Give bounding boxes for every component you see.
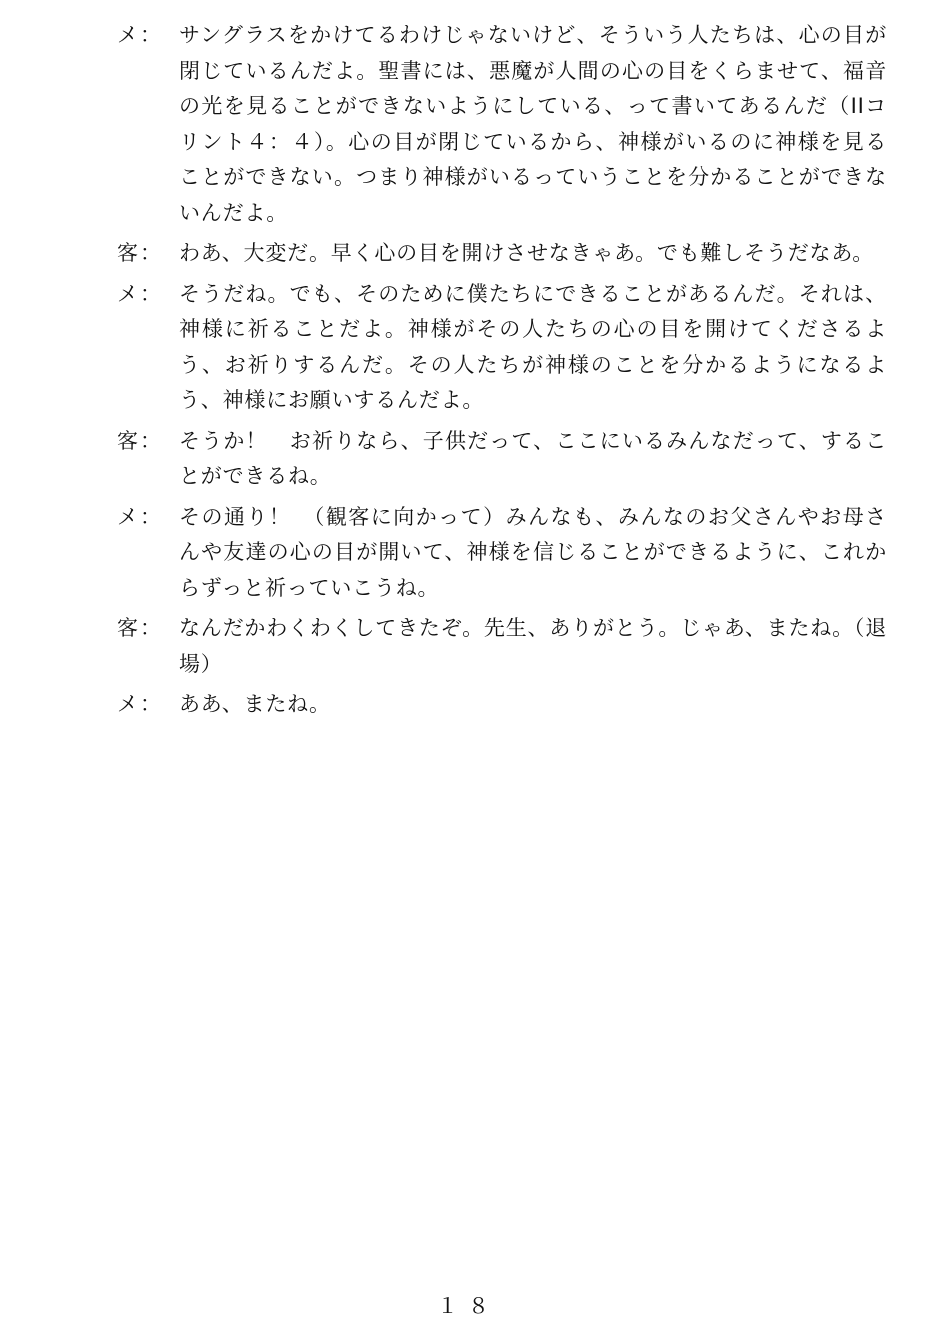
speech-text: サングラスをかけてるわけじゃないけど、そういう人たちは、心の目が閉じているんだよ。聖書には、悪魔が人間の心の目をくらませて、福音の光を見ることができないようにしている、って書いてあるんだ（IIコリント４：４）。心の目が閉じているから、神様がいるのに神様を見ることができない。つまり神様がいるっていうことを分かることができないんだよ。: [179, 23, 887, 225]
speaker-label: 客：: [117, 428, 163, 453]
dialogue-line: [117, 500, 887, 607]
speech-text: そうか！ お祈りなら、子供だって、ここにいるみんなだって、することができるね。: [179, 428, 887, 488]
speech-text: そうだね。でも、そのために僕たちにできることがあるんだ。それは、神様に祈ることだよ。神様がその人たちの心の目を開けてくださるよう、お祈りするんだ。その人たちが神様のことを分かるようになるよう、神様にお願いするんだよ。: [179, 281, 887, 412]
speech-text: その通り！ （観客に向かって）みんなも、みんなのお父さんやお母さんや友達の心の目が開いて、神様を信じることができるように、これからずっと祈っていこうね。: [179, 504, 887, 600]
dialogue-line: [117, 424, 887, 495]
speech-text: わあ、大変だ。早く心の目を開けさせなきゃあ。でも難しそうだなあ。: [179, 241, 875, 265]
speaker-label: 客：: [117, 616, 163, 640]
speaker-label: 客：: [117, 241, 163, 265]
dialogue-line: [117, 611, 887, 682]
speaker-label: メ：: [117, 504, 163, 529]
dialogue-script: [117, 18, 887, 728]
page-number: １８: [437, 1294, 499, 1318]
dialogue-line: [117, 236, 887, 272]
speech-text: ああ、またね。: [179, 692, 331, 716]
speech-text: なんだかわくわくしてきたぞ。先生、ありがとう。じゃあ、またね。（退場）: [179, 616, 887, 676]
speaker-label: メ：: [117, 281, 163, 306]
speaker-label: メ：: [117, 23, 163, 47]
speaker-label: メ：: [117, 692, 163, 716]
dialogue-line: [117, 277, 887, 419]
dialogue-line: [117, 687, 887, 723]
dialogue-line: [117, 18, 887, 231]
